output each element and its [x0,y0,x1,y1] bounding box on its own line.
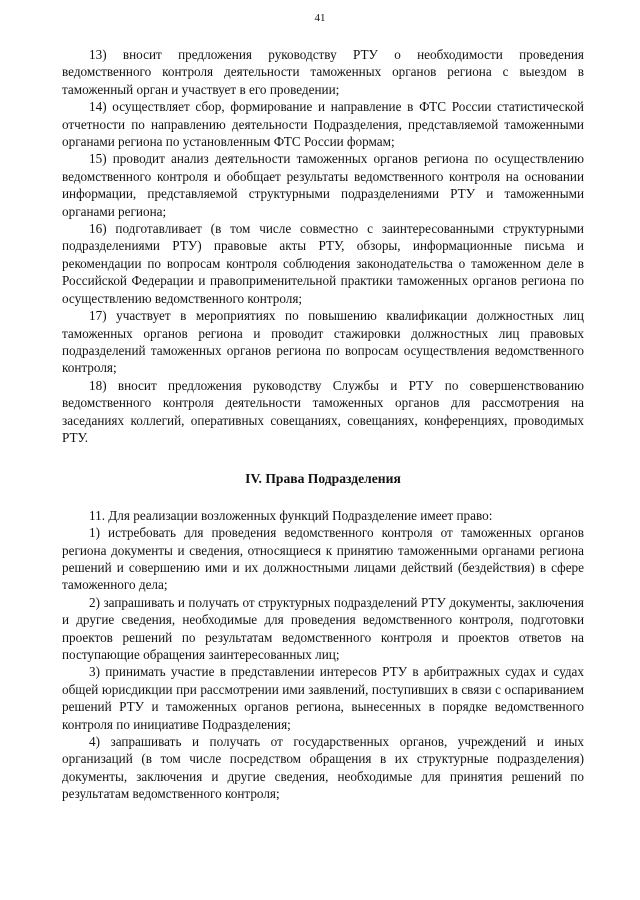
list-item: 16) подготавливает (в том числе совместно с заинтересованными структурными подразделениями РТУ) правовые акты РТУ, обзоры, информационные письма и рекомендации по вопросам контроля соблюдения законодательства о таможенном деле в Российской Федерации и правоприменительной практики таможенных органов региона по осуществлению ведомственного контроля; [62,221,584,306]
list-item: 17) участвует в мероприятиях по повышению квалификации должностных лиц таможенных органов региона и проводит стажировки должностных лиц правовых подразделений таможенных органов региона по вопросам осуществления ведомственного контроля; [62,308,584,376]
document-body [62,46,584,803]
rights-item: 1) истребовать для проведения ведомственного контроля от таможенных органов региона документы и сведения, относящиеся к принятию таможенными органами региона решений и совершению ими и их должностными лицами действий (бездействия) в сфере таможенного дела; [62,525,584,593]
rights-item: 3) принимать участие в представлении интересов РТУ в арбитражных судах и судах общей юрисдикции при рассмотрении ими заявлений, поступивших в связи с оспариванием решений РТУ и таможенных органов региона, вынесенных в порядке ведомственного контроля по инициативе Подразделения; [62,664,584,732]
list-item: 15) проводит анализ деятельности таможенных органов региона по осуществлению ведомственного контроля и обобщает результаты ведомственного контроля на основании информации, представляемой структурными подразделениями РТУ и таможенными органами региона; [62,151,584,219]
page-number: 41 [314,12,326,24]
list-item: 14) осуществляет сбор, формирование и направление в ФТС России статистической отчетности по направлению деятельности Подразделения, представляемой таможенными органами региона по установленным ФТС России формам; [62,99,584,150]
rights-item: 4) запрашивать и получать от государственных органов, учреждений и иных организаций (в том числе посредством обращения в их структурные подразделения) документы, заключения и другие сведения, необходимые для принятия решений по результатам ведомственного контроля; [62,734,584,802]
section-intro: 11. Для реализации возложенных функций Подразделение имеет право: [89,507,493,523]
rights-item: 2) запрашивать и получать от структурных подразделений РТУ документы, заключения и другие сведения, необходимые для проведения ведомственного контроля, подготовки проектов решений по результатам ведомственного контроля и проектов ответов на поступающие обращения заинтересованных лиц; [62,594,584,662]
list-item: 13) вносит предложения руководству РТУ о необходимости проведения ведомственного контроля деятельности таможенных органов региона с выездом в таможенный орган и участвует в его проведении; [62,47,584,97]
section-heading: IV. Права Подразделения [245,471,401,487]
list-item: 18) вносит предложения руководству Службы и РТУ по совершенствованию ведомственного контроля деятельности таможенных органов для рассмотрения на заседаниях коллегий, оперативных совещаниях, совещаниях, конференциях, проводимых РТУ. [62,377,584,445]
